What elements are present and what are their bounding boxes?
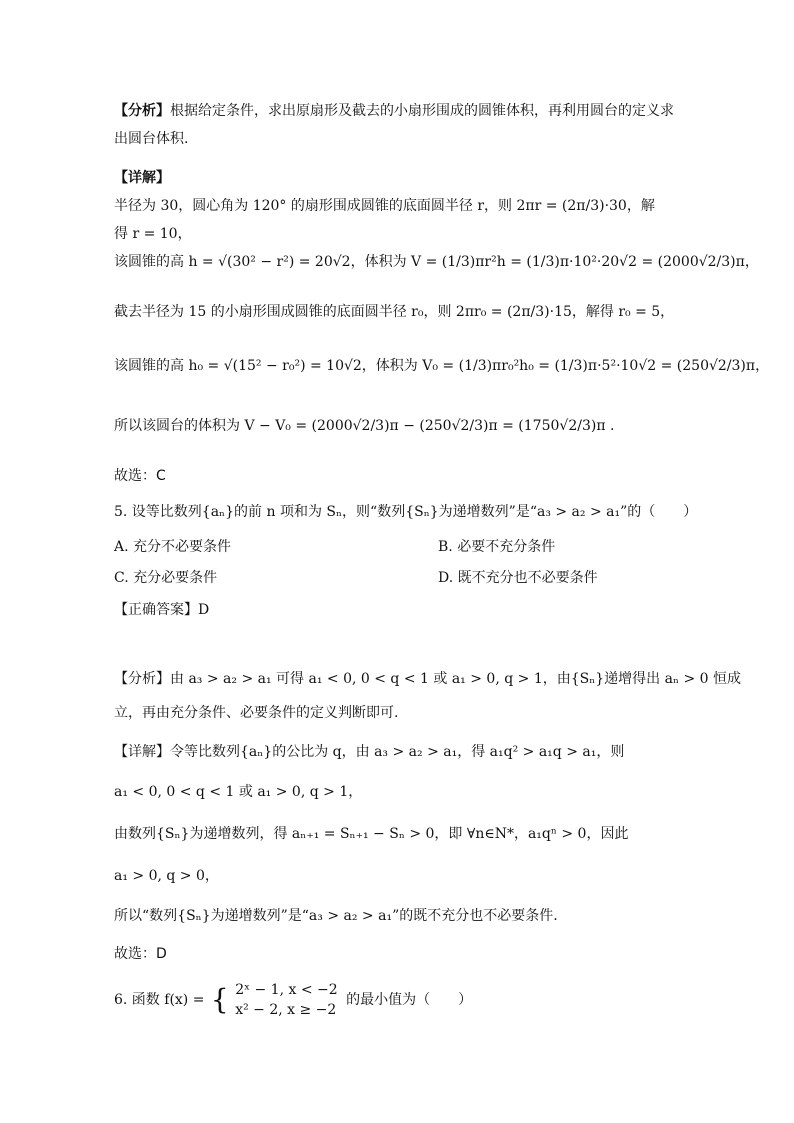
q6-suffix: 的最小值为（ ） (346, 992, 473, 1008)
analysis-paragraph-2 (114, 665, 742, 727)
case-2: x² − 2, x ≥ −2 (235, 1002, 337, 1018)
choice-d: 故选：D (114, 946, 167, 962)
detail-line1-text: 半径为 30，圆心角为 120° 的扇形围成圆锥的底面圆半径 r，则 2πr = (2π/3)·30，解 (114, 198, 655, 214)
piecewise-cases (235, 980, 337, 1020)
detail-line-2: 得 r = 10， (114, 226, 192, 242)
case-1: 2ˣ − 1, x < −2 (235, 982, 338, 998)
brace-icon: { (210, 983, 229, 1016)
option-c: C. 充分必要条件 (114, 570, 218, 586)
detail-line-1 (114, 164, 680, 220)
question-6 (114, 980, 680, 1020)
detail2-line-1: 【详解】令等比数列{aₙ}的公比为 q，由 a₃ > a₂ > a₁，得 a₁q² > a₁q > a₁，则 (114, 744, 625, 760)
analysis-text-line1: 根据给定条件，求出原扇形及截去的小扇形围成的圆锥体积，再利用圆台的定义求 (170, 103, 674, 119)
q6-prefix: 6. 函数 f(x) = (114, 992, 205, 1008)
analysis-paragraph-1 (114, 97, 680, 153)
detail2-line-5: 所以“数列{Sₙ}为递增数列”是“a₃ > a₂ > a₁”的既不充分也不必要条件. (114, 908, 558, 924)
analysis-text-line2: 出圆台体积. (114, 131, 189, 147)
choice-c: 故选：C (114, 468, 166, 484)
detail2-line-2: a₁ < 0, 0 < q < 1 或 a₁ > 0, q > 1， (114, 784, 363, 800)
analysis-tag: 【分析】 (114, 103, 170, 119)
small-cone-radius-line: 截去半径为 15 的小扇形围成圆锥的底面圆半径 r₀，则 2πr₀ = (2π/3)·15，解得 r₀ = 5， (114, 304, 675, 320)
option-a: A. 充分不必要条件 (114, 539, 232, 555)
option-d: D. 既不充分也不必要条件 (438, 570, 598, 586)
detail2-line-3: 由数列{Sₙ}为递增数列，得 aₙ₊₁ = Sₙ₊₁ − Sₙ > 0，即 ∀n∈N*，a₁qⁿ > 0，因此 (114, 826, 629, 842)
analysis2-line-1: 【分析】由 a₃ > a₂ > a₁ 可得 a₁ < 0, 0 < q < 1 或 a₁ > 0, q > 1，由{Sₙ}递增得出 aₙ > 0 恒成 (114, 671, 742, 687)
option-b: B. 必要不充分条件 (438, 539, 556, 555)
detail2-line-4: a₁ > 0, q > 0， (114, 868, 219, 884)
detail-tag: 【详解】 (114, 170, 170, 186)
question-5-stem: 5. 设等比数列{aₙ}的前 n 项和为 Sₙ，则“数列{Sₙ}为递增数列”是“a₃ > a₂ > a₁”的（ ） (114, 504, 698, 520)
small-cone-height-volume-line: 该圆锥的高 h₀ = √(15² − r₀²) = 10√2，体积为 V₀ = (1/3)πr₀²h₀ = (1/3)π·5²·10√2 = (250√2/3)π， (114, 358, 770, 374)
frustum-volume-line: 所以该圆台的体积为 V − V₀ = (2000√2/3)π − (250√2/3)π = (1750√2/3)π . (114, 418, 615, 434)
detail-paragraph-1 (114, 164, 680, 248)
cone-height-volume-line: 该圆锥的高 h = √(30² − r²) = 20√2，体积为 V = (1/3)πr²h = (1/3)π·10²·20√2 = (2000√2/3)π， (114, 254, 759, 270)
correct-answer: 【正确答案】D (114, 602, 210, 618)
analysis2-line-2: 立，再由充分条件、必要条件的定义判断即可. (114, 705, 399, 721)
analysis-line-1 (114, 97, 680, 125)
